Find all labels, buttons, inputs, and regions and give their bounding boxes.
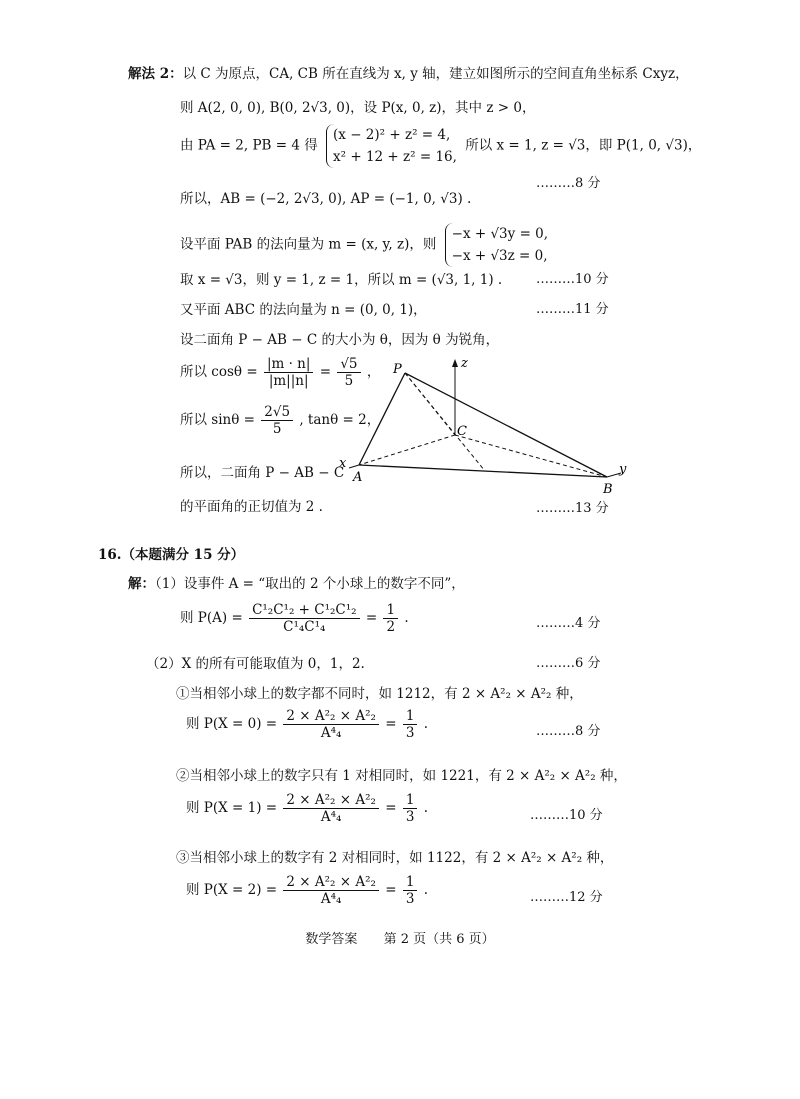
px2-val-num: 1 [403,874,418,891]
q16-part1-intro [128,572,465,592]
q16-px1 [186,792,428,825]
score-12: ………12 分 [530,890,603,905]
cos-tail: ， [366,364,381,380]
px2-tail: . [423,882,429,898]
method2-normal-lead: 设平面 PAB 的法向量为 m = (x, y, z)，则 [180,236,437,253]
method2-intro-line [128,62,689,82]
sin-tail: , tanθ = 2， [299,412,381,428]
label-y: y [619,462,627,477]
px1-val-den: 3 [405,809,415,825]
sin-fraction [261,404,293,437]
pa-eq: = [365,610,378,626]
pa-num: C¹₂C¹₂ + C¹₂C¹₂ [249,602,360,619]
cos-fraction [264,356,313,389]
px1-lead: 则 P(X = 1) = [186,800,278,816]
label-z: z [461,356,468,371]
method2-normal-eq2: −x + √3z = 0, [451,248,548,264]
label-B: B [603,482,613,495]
score-4: ………4 分 [536,616,601,631]
pa-tail: . [404,610,409,626]
px0-eq: = [385,716,397,732]
q16-px2 [186,874,428,907]
edge-PA [359,373,405,465]
score-10-b: ………10 分 [530,808,603,823]
px2-val-den: 3 [405,891,415,907]
score-13: ………13 分 [536,501,609,516]
q16-heading: 16.（本题满分 15 分） [98,547,245,563]
cos-den: |m||n| [268,373,309,389]
edge-PB [405,373,607,477]
pa-fraction [249,602,360,635]
px0-fraction [283,708,379,741]
method2-take: 取 x = √3，则 y = 1, z = 1，所以 m = (√3, 1, 1) . [180,272,503,288]
method2-eq-lead: 由 PA = 2, PB = 4 得 [180,137,318,154]
method2-normal-system [180,223,552,267]
px0-num: 2 × A²₂ × A²₂ [283,708,379,725]
px0-lead: 则 P(X = 0) = [186,716,278,732]
method2-normal-eq1: −x + √3y = 0, [451,226,549,242]
pa-val-num: 1 [383,602,398,619]
method2-label: 解法 2： [128,66,183,82]
x-axis-extension [349,465,359,468]
pa-val-den: 2 [386,619,396,635]
px2-lead: 则 P(X = 2) = [186,882,278,898]
px1-num: 2 × A²₂ × A²₂ [283,792,379,809]
cos-num: |m · n| [264,356,313,373]
label-P: P [393,362,402,377]
sin-lead: 所以 sinθ = [180,412,255,428]
px1-eq: = [385,800,397,816]
sin-den: 5 [272,421,282,437]
cos-eq: = [319,364,332,380]
q16-px0 [186,708,428,741]
px0-val-num: 1 [403,708,418,725]
edge-PC [405,373,455,435]
cos-lead: 所以 cosθ = [180,364,258,380]
q16-case3: ③当相邻小球上的数字有 2 对相同时，如 1122，有 2 × A²₂ × A²₂ 种， [176,850,614,866]
px1-value-fraction [403,792,418,825]
pa-value-fraction [383,602,398,635]
sin-num: 2√5 [261,404,293,421]
px0-value-fraction [403,708,418,741]
method2-dihedral: 设二面角 P − AB − C 的大小为 θ，因为 θ 为锐角， [180,332,500,348]
q16-part2: （2）X 的所有可能取值为 0，1，2. [146,656,365,672]
score-11: ………11 分 [536,302,609,317]
px0-tail: . [423,716,429,732]
px2-num: 2 × A²₂ × A²₂ [283,874,379,891]
method2-eq-result: 所以 x = 1, z = √3，即 P(1, 0, √3)， [465,137,702,154]
px2-eq: = [385,882,397,898]
q16-pa [180,602,409,635]
px1-val-num: 1 [403,792,418,809]
q16-sol-label: 解： [128,576,155,592]
px2-value-fraction [403,874,418,907]
method2-conclusion-2: 的平面角的正切值为 2 . [180,499,323,515]
method2-eq1: (x − 2)² + z² = 4, [333,127,451,143]
edge-P-foot [405,373,485,471]
footer-subject: 数学答案 [305,932,358,947]
score-6: ………6 分 [536,656,601,671]
cos-val-den: 5 [344,373,354,389]
px2-den: A⁴₄ [320,891,342,907]
system-brace [326,124,457,168]
tetrahedron-figure [335,355,635,495]
system-brace [445,223,548,267]
page-footer [0,928,800,947]
method2-equation-system [180,124,701,168]
x-axis [359,435,455,465]
z-axis-arrow [452,359,458,367]
px2-fraction [283,874,379,907]
label-x: x [339,456,347,471]
score-8-b: ………8 分 [536,724,601,739]
score-10-a: ………10 分 [536,272,609,287]
method2-intro: 以 C 为原点，CA, CB 所在直线为 x, y 轴，建立如图所示的空间直角坐标系 Cxyz， [182,66,689,82]
method2-vectors: 所以，AB = (−2, 2√3, 0), AP = (−1, 0, √3) . [180,191,472,207]
q16-case2: ②当相邻小球上的数字只有 1 对相同时，如 1221，有 2 × A²₂ × A²₂ 种， [176,768,627,784]
method2-conclusion-1: 所以，二面角 P − AB − C [180,465,345,481]
method2-eq2: x² + 12 + z² = 16, [333,149,457,165]
label-C: C [457,424,467,439]
method2-abc-normal: 又平面 ABC 的法向量为 n = (0, 0, 1)， [180,302,427,318]
pa-den: C¹₄C¹₄ [283,619,326,635]
pa-lead: 则 P(A) = [180,610,243,626]
cos-val-num: √5 [337,356,360,373]
q16-case1: ①当相邻小球上的数字都不同时，如 1212，有 2 × A²₂ × A²₂ 种， [176,686,583,702]
footer-page-number: 第 2 页（共 6 页） [383,932,495,947]
score-8-a: ………8 分 [536,176,601,191]
method2-coords: 则 A(2, 0, 0), B(0, 2√3, 0)，设 P(x, 0, z)，其中 z > 0， [180,100,536,116]
px1-tail: . [423,800,429,816]
px1-den: A⁴₄ [320,809,342,825]
px1-fraction [283,792,379,825]
q16-p1-text: （1）设事件 A = “取出的 2 个小球上的数字不同”， [155,576,465,592]
px0-val-den: 3 [405,725,415,741]
label-A: A [353,470,363,485]
px0-den: A⁴₄ [320,725,342,741]
